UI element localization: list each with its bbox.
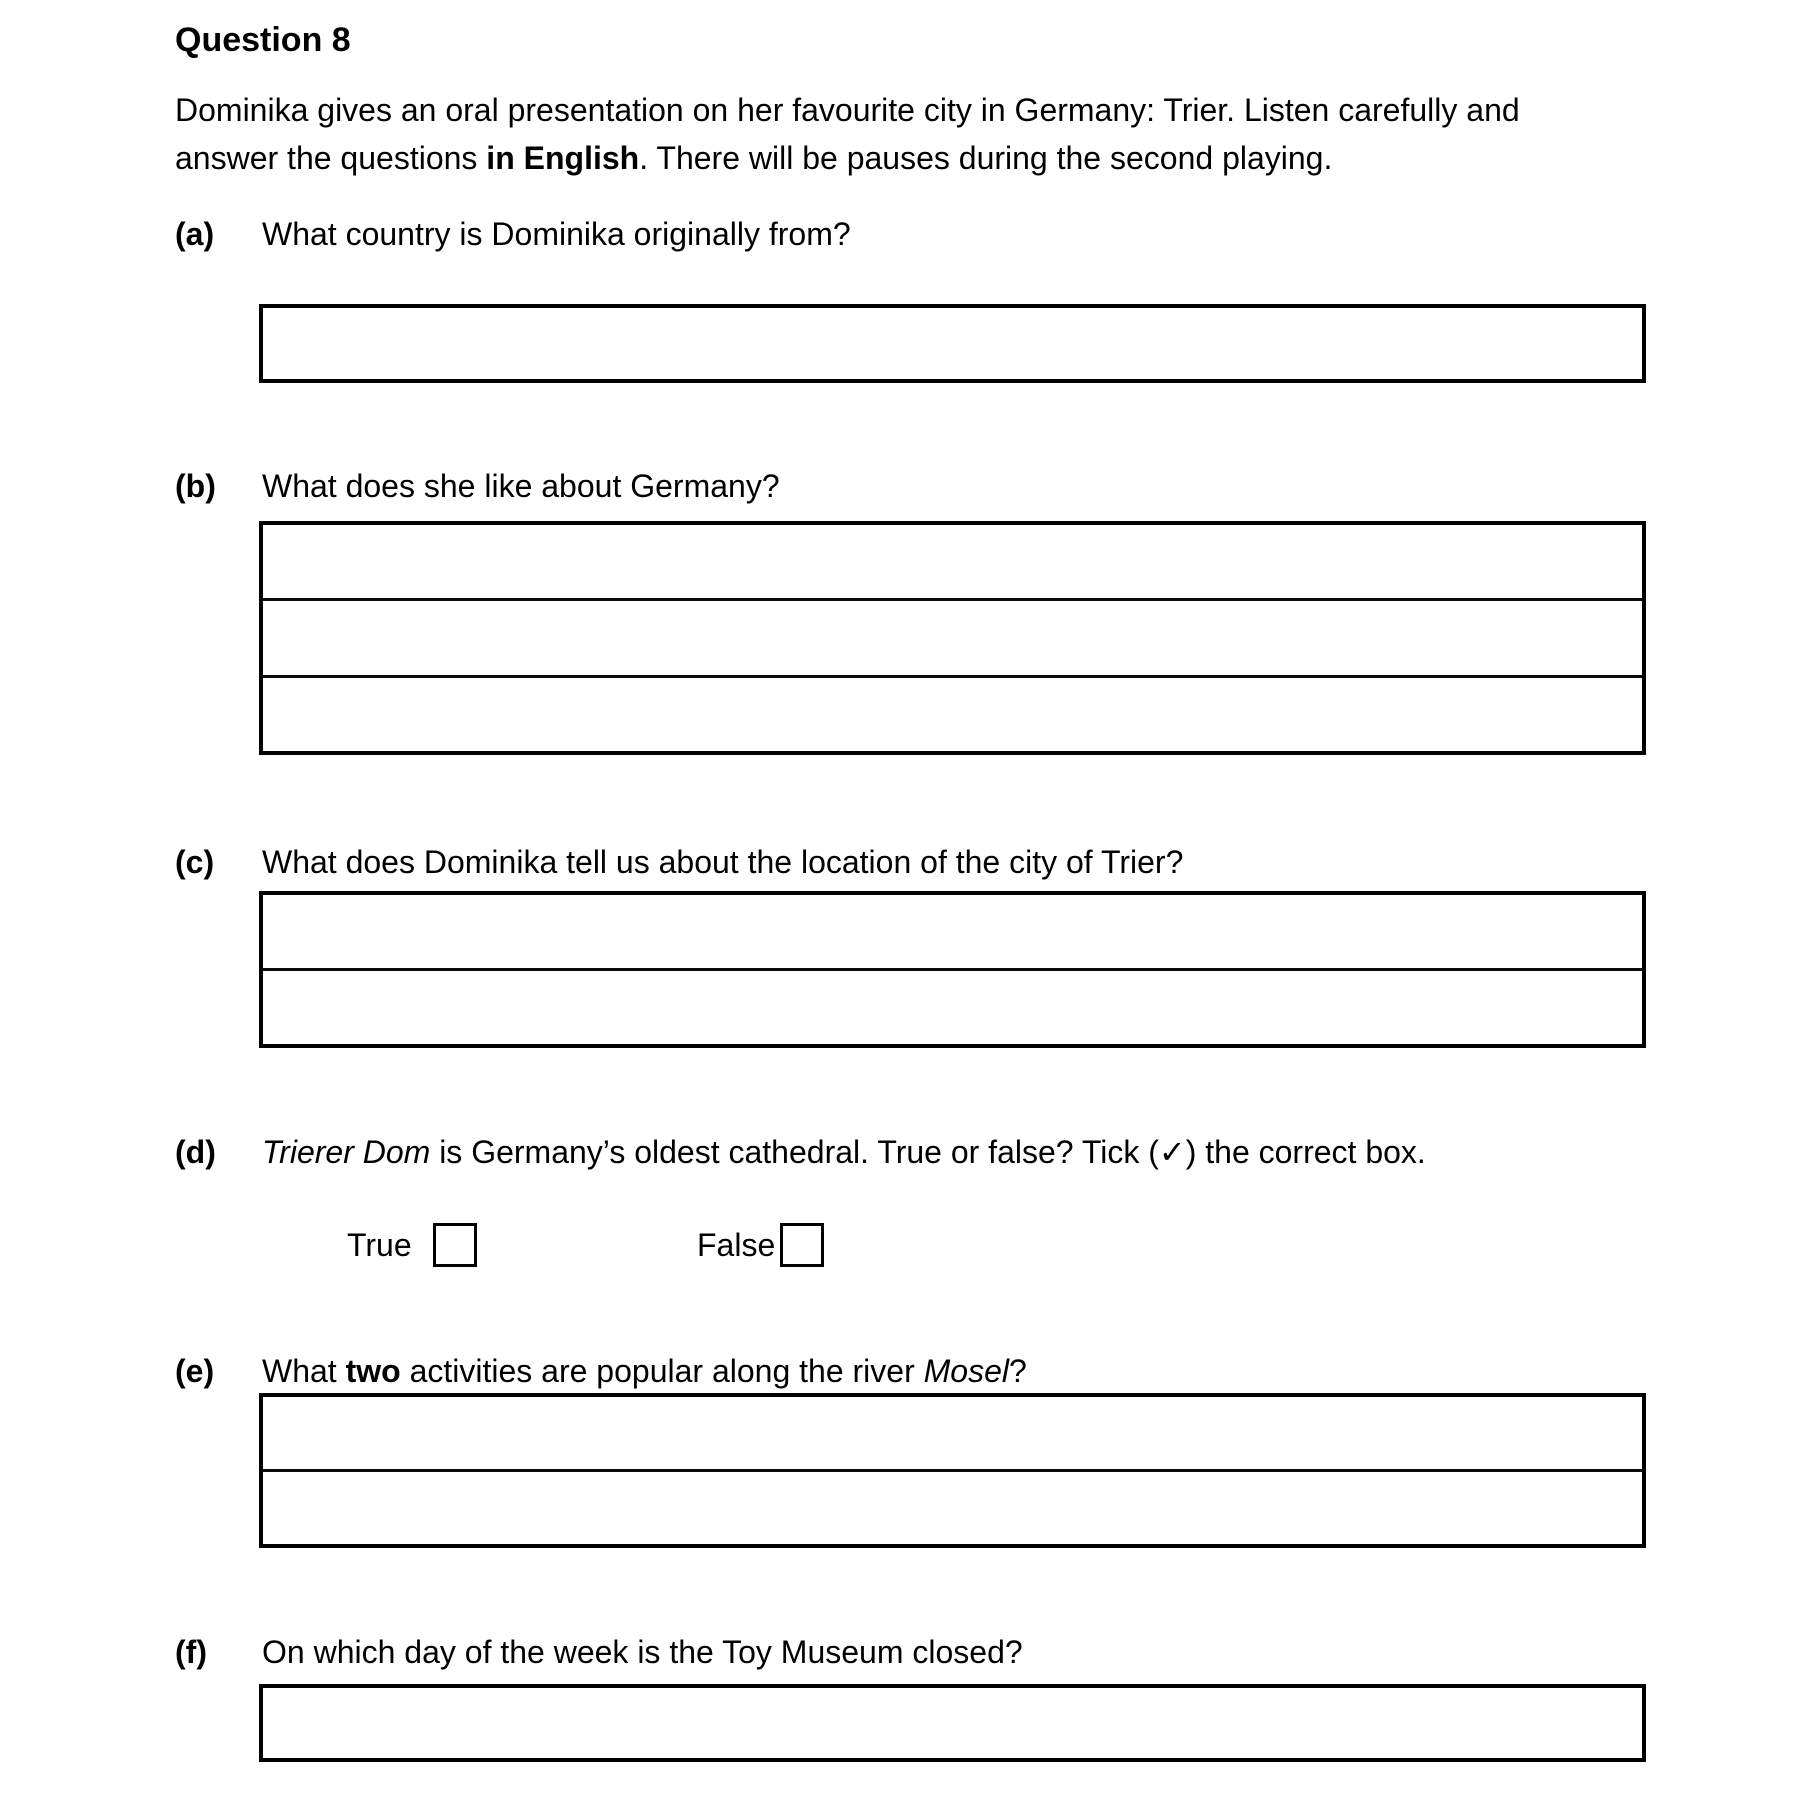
false-label: False [697,1227,776,1263]
answer-line[interactable] [263,1469,1642,1544]
instructions-line-2-post: . There will be pauses during the second playing. [639,140,1333,176]
answer-box-f[interactable] [259,1684,1646,1762]
question-e-italic: Mosel [923,1353,1009,1389]
question-a-row [175,210,1735,258]
question-a-text: What country is Dominika originally from? [262,216,851,252]
question-b-text: What does she like about Germany? [262,468,780,504]
answer-line[interactable] [263,1397,1642,1469]
question-e-row [175,1347,1735,1395]
question-f-label: (f) [175,1634,207,1670]
answer-line[interactable] [263,1688,1642,1758]
answer-box-b[interactable] [259,521,1646,755]
answer-line[interactable] [263,895,1642,968]
question-e-bold: two [345,1353,401,1389]
instructions-paragraph [175,86,1675,182]
question-c-label: (c) [175,844,215,880]
question-d-row [175,1128,1735,1176]
question-d-label: (d) [175,1134,216,1170]
question-d-italic: Trierer Dom [262,1134,431,1170]
answer-line[interactable] [263,968,1642,1044]
true-label: True [347,1227,412,1263]
answer-line[interactable] [263,675,1642,751]
false-checkbox[interactable] [780,1223,824,1267]
question-b-label: (b) [175,468,216,504]
question-e-label: (e) [175,1353,215,1389]
true-checkbox[interactable] [433,1223,477,1267]
question-e-post: ? [1008,1353,1027,1389]
question-d-text: is Germany’s oldest cathedral. True or false? Tick (✓) the correct box. [430,1134,1426,1170]
instructions-line-2 [175,134,1675,182]
answer-box-c[interactable] [259,891,1646,1048]
question-f-row [175,1628,1735,1676]
answer-box-e[interactable] [259,1393,1646,1548]
question-a-label: (a) [175,216,215,252]
question-f-text: On which day of the week is the Toy Museum closed? [262,1634,1023,1670]
answer-line[interactable] [263,308,1642,379]
answer-line[interactable] [263,598,1642,674]
question-title: Question 8 [175,21,351,59]
instructions-line-2-pre: answer the questions [175,140,487,176]
question-c-text: What does Dominika tell us about the location of the city of Trier? [262,844,1184,880]
question-e-mid: activities are popular along the river [400,1353,924,1389]
question-e-pre: What [262,1353,346,1389]
answer-line[interactable] [263,525,1642,598]
instructions-line-2-bold: in English [486,140,640,176]
question-b-row [175,462,1735,510]
answer-box-a[interactable] [259,304,1646,383]
question-c-row [175,838,1735,886]
instructions-line-1: Dominika gives an oral presentation on her favourite city in Germany: Trier. Listen carefully and [175,92,1520,128]
